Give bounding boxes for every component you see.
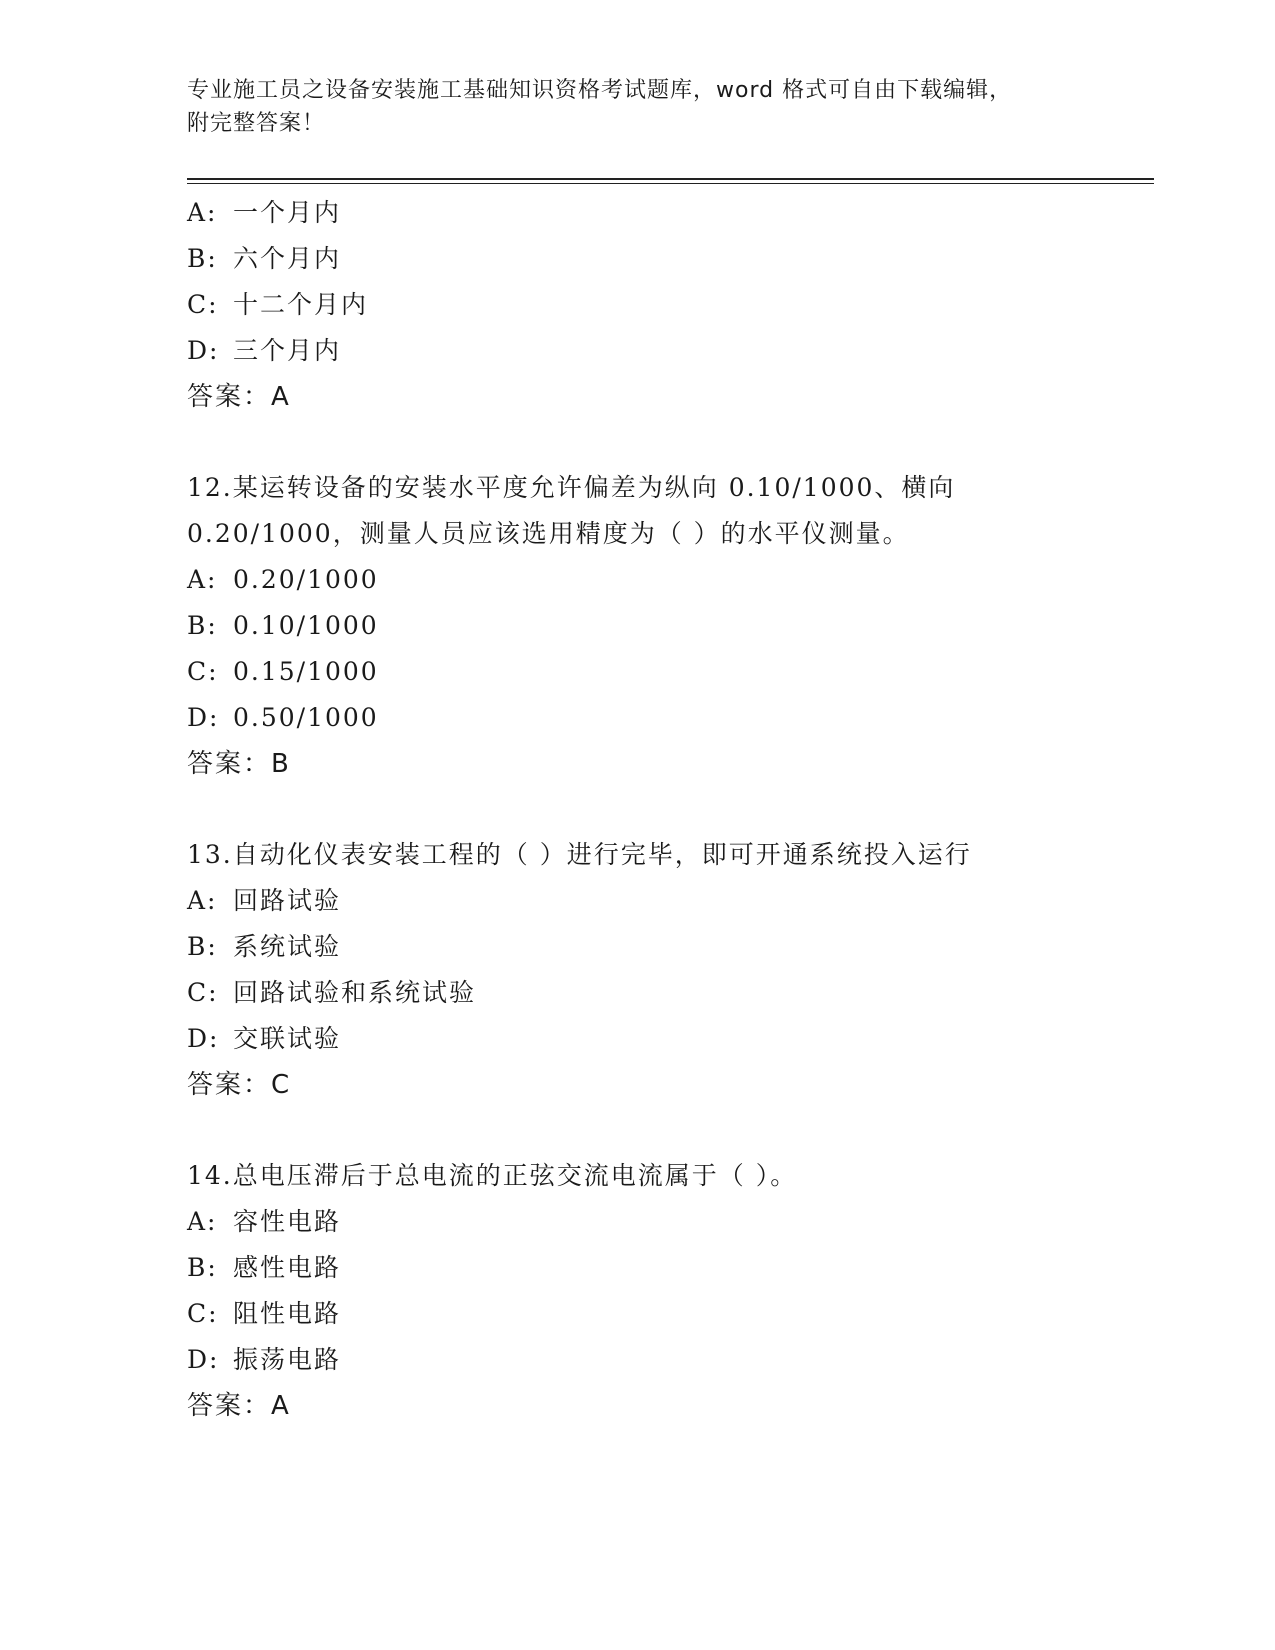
option-letter: C: bbox=[187, 290, 219, 319]
option-a bbox=[187, 190, 1147, 236]
option-letter: B: bbox=[187, 932, 218, 961]
option-text: 一个月内 bbox=[233, 198, 342, 227]
option-d bbox=[187, 1016, 1147, 1062]
option-letter: D: bbox=[187, 1345, 220, 1374]
option-letter: A: bbox=[187, 1207, 218, 1236]
option-b bbox=[187, 603, 1147, 649]
option-d bbox=[187, 1337, 1147, 1383]
option-text: 振荡电路 bbox=[233, 1345, 342, 1374]
answer-line: 答案：C bbox=[187, 1070, 292, 1100]
option-text: 三个月内 bbox=[233, 336, 342, 365]
option-text: 0.20/1000 bbox=[233, 565, 379, 594]
option-letter: B: bbox=[187, 1253, 218, 1282]
question-11 bbox=[187, 190, 1147, 420]
option-letter: B: bbox=[187, 244, 218, 273]
question-13 bbox=[187, 832, 1147, 1108]
answer-line: 答案：B bbox=[187, 749, 291, 779]
question-text: 12.某运转设备的安装水平度允许偏差为纵向 0.10/1000、横向 bbox=[187, 473, 956, 502]
question-spacer bbox=[187, 787, 1147, 832]
option-letter: A: bbox=[187, 198, 218, 227]
option-a bbox=[187, 557, 1147, 603]
document-header bbox=[187, 74, 1067, 140]
option-text: 0.50/1000 bbox=[233, 703, 379, 732]
option-text: 容性电路 bbox=[233, 1207, 342, 1236]
option-text: 六个月内 bbox=[233, 244, 342, 273]
header-divider-thick bbox=[187, 178, 1154, 180]
option-letter: D: bbox=[187, 703, 220, 732]
option-letter: C: bbox=[187, 1299, 219, 1328]
header-title-line: 专业施工员之设备安装施工基础知识资格考试题库，word 格式可自由下载编辑， bbox=[187, 78, 1013, 103]
option-c bbox=[187, 282, 1147, 328]
question-spacer bbox=[187, 420, 1147, 465]
option-text: 回路试验 bbox=[233, 886, 342, 915]
header-subtitle-line: 附完整答案！ bbox=[187, 111, 326, 136]
option-text: 阻性电路 bbox=[233, 1299, 342, 1328]
header-divider-thin bbox=[187, 183, 1154, 184]
option-text: 回路试验和系统试验 bbox=[233, 978, 477, 1007]
question-list bbox=[187, 190, 1147, 1429]
option-letter: C: bbox=[187, 657, 219, 686]
option-d bbox=[187, 328, 1147, 374]
option-text: 十二个月内 bbox=[233, 290, 369, 319]
option-letter: B: bbox=[187, 611, 218, 640]
option-letter: C: bbox=[187, 978, 219, 1007]
option-text: 0.10/1000 bbox=[233, 611, 379, 640]
option-a bbox=[187, 1199, 1147, 1245]
option-b bbox=[187, 924, 1147, 970]
option-d bbox=[187, 695, 1147, 741]
option-a bbox=[187, 878, 1147, 924]
option-b bbox=[187, 1245, 1147, 1291]
question-text: 13.自动化仪表安装工程的（ ）进行完毕，即可开通系统投入运行 bbox=[187, 840, 972, 869]
question-14 bbox=[187, 1153, 1147, 1429]
option-letter: D: bbox=[187, 1024, 220, 1053]
option-text: 0.15/1000 bbox=[233, 657, 379, 686]
option-text: 感性电路 bbox=[233, 1253, 342, 1282]
option-letter: A: bbox=[187, 565, 218, 594]
option-b bbox=[187, 236, 1147, 282]
answer-line: 答案：A bbox=[187, 382, 291, 412]
option-c bbox=[187, 649, 1147, 695]
question-12 bbox=[187, 465, 1147, 787]
question-spacer bbox=[187, 1108, 1147, 1153]
option-letter: D: bbox=[187, 336, 220, 365]
option-letter: A: bbox=[187, 886, 218, 915]
option-c bbox=[187, 970, 1147, 1016]
answer-line: 答案：A bbox=[187, 1391, 291, 1421]
option-text: 系统试验 bbox=[233, 932, 342, 961]
question-text-continued: 0.20/1000，测量人员应该选用精度为（ ）的水平仪测量。 bbox=[187, 519, 910, 548]
option-c bbox=[187, 1291, 1147, 1337]
option-text: 交联试验 bbox=[233, 1024, 342, 1053]
question-text: 14.总电压滞后于总电流的正弦交流电流属于（ ）。 bbox=[187, 1161, 798, 1190]
